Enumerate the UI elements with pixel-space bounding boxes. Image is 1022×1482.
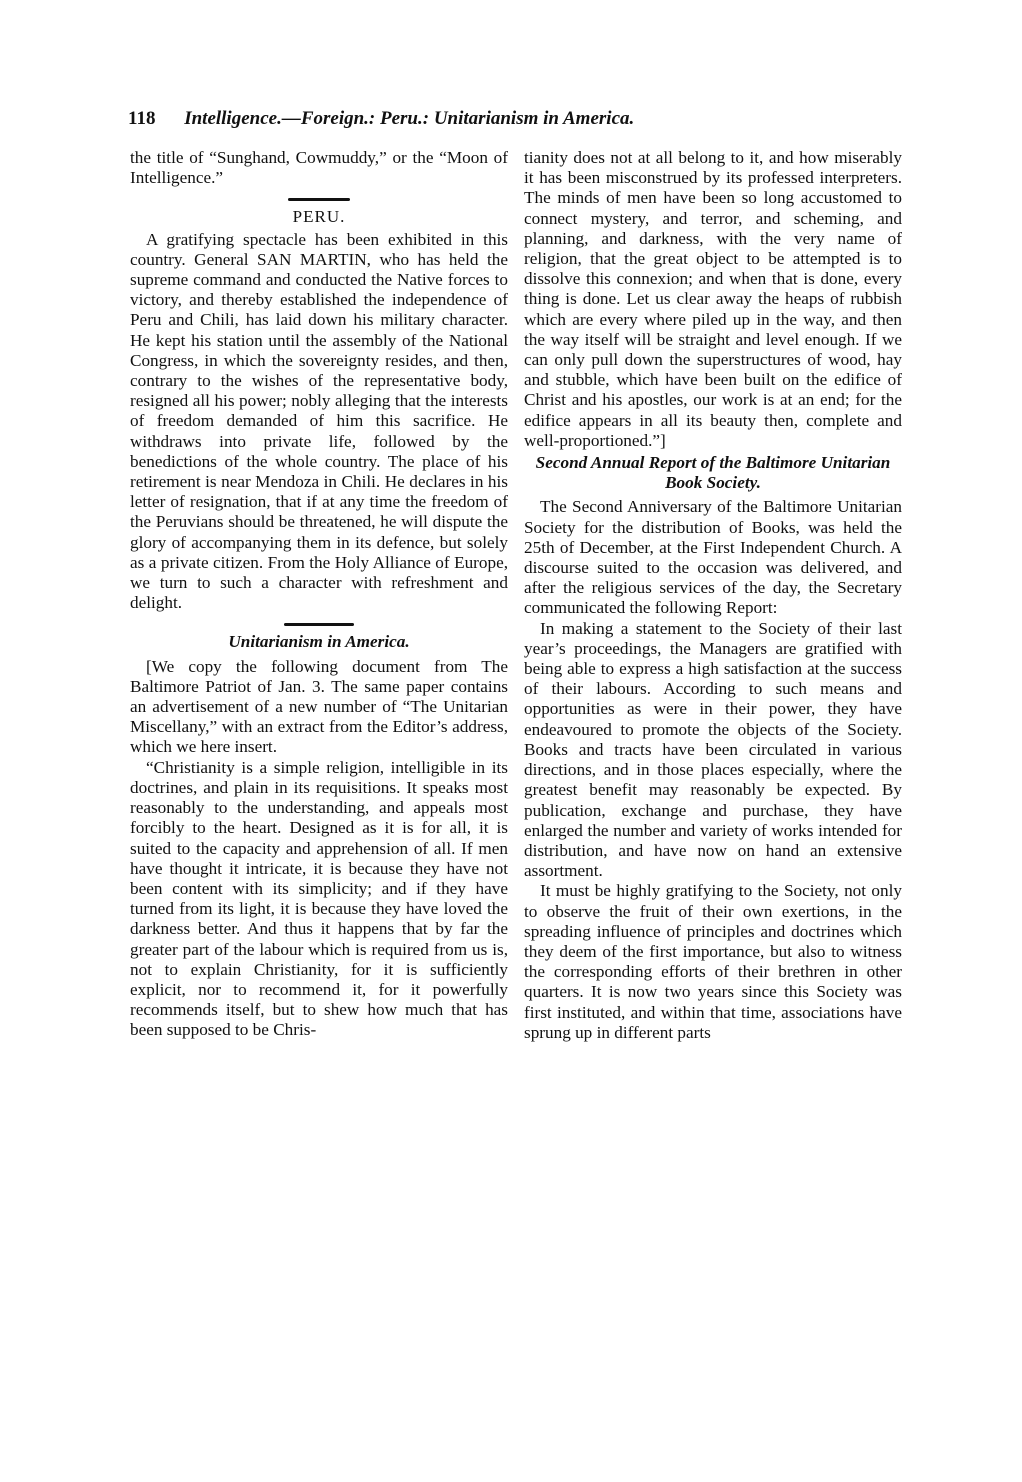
paragraph: The Second Anniversary of the Baltimore Unitarian Society for the distribution of Books, was held the 25th of December, at the First Independent Church. A discourse suited to the occasion was delivered, and after the religious services of the day, the Secretary communicated the following Report: xyxy=(524,497,902,618)
right-column xyxy=(524,148,902,1043)
paragraph: the title of “Sunghand, Cowmuddy,” or the “Moon of Intelligence.” xyxy=(130,148,508,188)
left-column xyxy=(130,148,508,1041)
running-title: Intelligence.—Foreign.: Peru.: Unitarianism in America. xyxy=(184,108,635,129)
section-heading-peru: PERU. xyxy=(292,207,346,227)
section-heading-baltimore-report: Second Annual Report of the Baltimore Unitarian Book Society. xyxy=(535,453,891,493)
paragraph: [We copy the following document from The Baltimore Patriot of Jan. 3. The same paper contains an advertisement of a new number of “The Unitarian Miscellany,” with an extract from the Editor’s address, which we here insert. xyxy=(130,656,508,757)
paragraph: tianity does not at all belong to it, and how miserably it has been misconstrued by its professed interpreters. The minds of men have been so long accustomed to connect mystery, and terror, and scheming, and planning, and darkness, with the very name of religion, that the great object to be attempted is to dissolve this connexion; and when that is done, every thing is done. Let us clear away the heaps of rubbish which are every where piled up in the way, and then the way itself will be straight and level enough. If we can only pull down the superstructures of wood, hay and stubble, which have been built on the edifice of Christ and his apostles, our work is at an end; for the edifice appears in all its beauty then, complete and well-proportioned.”] xyxy=(524,148,902,450)
divider-rule xyxy=(284,623,354,626)
paragraph: A gratifying spectacle has been exhibited in this country. General SAN MARTIN, who has held the supreme command and conducted the Native forces to victory, and thereby established the independence of Peru and Chili, has laid down his military character. He kept his station until the assembly of the National Congress, in which the sovereignty resides, and then, contrary to the wishes of the representative body, resigned all his power; nobly alleging that the interests of freedom demanded of him this sacrifice. He withdraws into private life, followed by the benedictions of the whole country. The place of his retirement is near Mendoza in Chili. He declares in his letter of resignation, that if at any time the freedom of the Peruvians should be threatened, he will dispute the glory of accompanying them in its defence, but solely as a private citizen. From the Holy Alliance of Europe, we turn to such a character with refreshment and delight. xyxy=(130,229,508,613)
running-header xyxy=(128,108,828,130)
divider-rule xyxy=(288,198,350,201)
paragraph: It must be highly gratifying to the Society, not only to observe the fruit of their own exertions, in the spreading influence of principles and doctrines which they deem of the first importance, but also to witness the corresponding efforts of their brethren in other quarters. It is now two years since this Society was first instituted, and within that time, associations have sprung up in different parts xyxy=(524,881,902,1042)
section-heading-unitarianism: Unitarianism in America. xyxy=(228,632,410,652)
paragraph: In making a statement to the Society of their last year’s proceedings, the Managers are gratified with being able to express a high satisfaction at the success of their labours. According to such means and opportunities as were in their power, they have endeavoured to promote the objects of the Society. Books and tracts have been circulated in various directions, and in those places especially, where the greatest benefit may reasonably be expected. By publication, exchange and purchase, they have enlarged the number and variety of works intended for distribution, and have now on hand an extensive assortment. xyxy=(524,618,902,881)
paragraph: “Christianity is a simple religion, intelligible in its doctrines, and plain in its requisitions. It speaks most reasonably to the understanding, and appeals most forcibly to the heart. Designed as it is for all, it is suited to the capacity and apprehension of all. If men have thought it intricate, it is because they have not been content with its simplicity; and if they have turned from its light, it is because they have loved the darkness better. And thus it happens that by far the greater part of the labour which is required from us is, not to explain Christianity, for it is sufficiently explicit, nor to recommend it, for it powerfully recommends itself, but to shew how much that has been supposed to be Chris- xyxy=(130,757,508,1040)
page-number: 118 xyxy=(128,108,156,129)
